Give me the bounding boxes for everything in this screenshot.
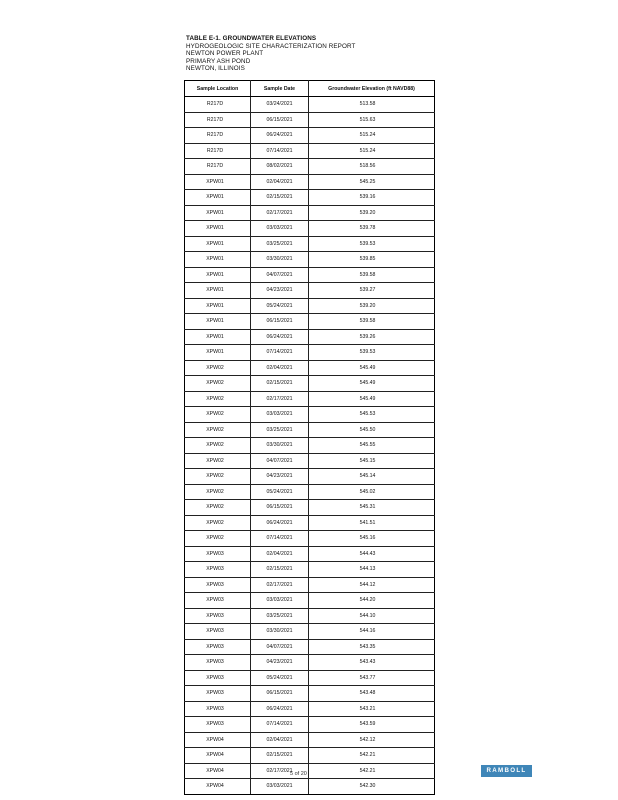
- cell-groundwater-elevation: 539.58: [309, 314, 435, 330]
- cell-sample-date: 02/04/2021: [251, 174, 309, 190]
- table-row: [185, 593, 435, 609]
- cell-groundwater-elevation: 515.63: [309, 112, 435, 128]
- cell-sample-location: R217D: [185, 143, 251, 159]
- table-row: [185, 531, 435, 547]
- table-row: [185, 500, 435, 516]
- cell-sample-location: XPW04: [185, 779, 251, 795]
- cell-sample-location: XPW03: [185, 717, 251, 733]
- cell-groundwater-elevation: 543.43: [309, 655, 435, 671]
- table-row: [185, 608, 435, 624]
- cell-sample-location: XPW04: [185, 732, 251, 748]
- cell-sample-date: 06/24/2021: [251, 128, 309, 144]
- cell-sample-location: XPW01: [185, 174, 251, 190]
- cell-groundwater-elevation: 545.49: [309, 376, 435, 392]
- cell-sample-location: XPW03: [185, 701, 251, 717]
- cell-sample-location: XPW03: [185, 593, 251, 609]
- table-row: [185, 717, 435, 733]
- cell-groundwater-elevation: 543.48: [309, 686, 435, 702]
- table-row: [185, 298, 435, 314]
- cell-sample-location: XPW01: [185, 314, 251, 330]
- table-row: [185, 174, 435, 190]
- cell-groundwater-elevation: 545.02: [309, 484, 435, 500]
- cell-sample-location: XPW01: [185, 267, 251, 283]
- table-row: [185, 360, 435, 376]
- cell-groundwater-elevation: 543.35: [309, 639, 435, 655]
- table-row: [185, 686, 435, 702]
- cell-sample-location: R217D: [185, 112, 251, 128]
- table-title: TABLE E-1. GROUNDWATER ELEVATIONS: [186, 35, 317, 42]
- cell-sample-date: 02/04/2021: [251, 546, 309, 562]
- cell-sample-date: 03/03/2021: [251, 593, 309, 609]
- cell-groundwater-elevation: 539.16: [309, 190, 435, 206]
- cell-groundwater-elevation: 541.51: [309, 515, 435, 531]
- cell-groundwater-elevation: 545.14: [309, 469, 435, 485]
- cell-sample-date: 03/03/2021: [251, 407, 309, 423]
- cell-sample-date: 03/30/2021: [251, 624, 309, 640]
- cell-sample-date: 07/14/2021: [251, 717, 309, 733]
- table-row: [185, 484, 435, 500]
- cell-groundwater-elevation: 544.20: [309, 593, 435, 609]
- cell-groundwater-elevation: 539.58: [309, 267, 435, 283]
- cell-sample-location: XPW01: [185, 298, 251, 314]
- table-row: [185, 345, 435, 361]
- table-row: [185, 624, 435, 640]
- table-row: [185, 314, 435, 330]
- cell-groundwater-elevation: 539.20: [309, 205, 435, 221]
- site-name: NEWTON POWER PLANT: [186, 50, 264, 58]
- cell-sample-location: XPW01: [185, 329, 251, 345]
- location-name: NEWTON, ILLINOIS: [186, 65, 245, 73]
- cell-groundwater-elevation: 545.25: [309, 174, 435, 190]
- cell-sample-date: 05/24/2021: [251, 298, 309, 314]
- cell-sample-location: XPW03: [185, 670, 251, 686]
- table-row: [185, 283, 435, 299]
- table-row: [185, 267, 435, 283]
- cell-groundwater-elevation: 544.13: [309, 562, 435, 578]
- cell-sample-location: XPW01: [185, 190, 251, 206]
- cell-groundwater-elevation: 543.21: [309, 701, 435, 717]
- cell-sample-location: XPW04: [185, 748, 251, 764]
- cell-sample-date: 08/02/2021: [251, 159, 309, 175]
- table-row: [185, 252, 435, 268]
- table-row: [185, 376, 435, 392]
- table-row: [185, 407, 435, 423]
- table-row: [185, 701, 435, 717]
- table-row: [185, 515, 435, 531]
- cell-sample-date: 06/15/2021: [251, 686, 309, 702]
- cell-sample-location: XPW03: [185, 624, 251, 640]
- table-row: [185, 221, 435, 237]
- ramboll-logo: RAMBOLL: [481, 765, 532, 777]
- table-row: [185, 236, 435, 252]
- cell-groundwater-elevation: 545.50: [309, 422, 435, 438]
- table-row: [185, 329, 435, 345]
- cell-groundwater-elevation: 518.56: [309, 159, 435, 175]
- cell-sample-date: 03/25/2021: [251, 608, 309, 624]
- cell-sample-date: 02/04/2021: [251, 360, 309, 376]
- cell-sample-date: 06/24/2021: [251, 329, 309, 345]
- cell-sample-location: XPW02: [185, 438, 251, 454]
- table-row: [185, 562, 435, 578]
- table-row: [185, 779, 435, 795]
- cell-sample-date: 02/15/2021: [251, 190, 309, 206]
- table-row: [185, 112, 435, 128]
- cell-sample-location: XPW03: [185, 577, 251, 593]
- cell-sample-location: XPW01: [185, 252, 251, 268]
- cell-groundwater-elevation: 542.21: [309, 748, 435, 764]
- groundwater-elevations-table: [184, 80, 435, 795]
- cell-groundwater-elevation: 539.53: [309, 345, 435, 361]
- table-body: [185, 97, 435, 795]
- table-row: [185, 748, 435, 764]
- cell-groundwater-elevation: 545.16: [309, 531, 435, 547]
- cell-sample-date: 04/07/2021: [251, 639, 309, 655]
- cell-groundwater-elevation: 544.16: [309, 624, 435, 640]
- table-row: [185, 732, 435, 748]
- cell-sample-location: XPW03: [185, 655, 251, 671]
- report-title: HYDROGEOLOGIC SITE CHARACTERIZATION REPORT: [186, 42, 356, 50]
- cell-sample-date: 02/15/2021: [251, 748, 309, 764]
- cell-sample-date: 03/30/2021: [251, 438, 309, 454]
- cell-sample-location: R217D: [185, 97, 251, 113]
- cell-sample-location: XPW03: [185, 608, 251, 624]
- table-row: [185, 190, 435, 206]
- cell-sample-date: 02/15/2021: [251, 376, 309, 392]
- cell-groundwater-elevation: 545.49: [309, 360, 435, 376]
- cell-sample-location: XPW03: [185, 639, 251, 655]
- cell-sample-date: 03/03/2021: [251, 779, 309, 795]
- column-header-groundwater-elevation: Groundwater Elevation (ft NAVD88): [309, 81, 435, 97]
- table-row: [185, 97, 435, 113]
- table-row: [185, 438, 435, 454]
- cell-groundwater-elevation: 542.30: [309, 779, 435, 795]
- cell-sample-location: XPW02: [185, 391, 251, 407]
- cell-sample-location: XPW02: [185, 422, 251, 438]
- cell-sample-location: R217D: [185, 159, 251, 175]
- cell-sample-location: XPW01: [185, 205, 251, 221]
- cell-sample-location: R217D: [185, 128, 251, 144]
- cell-sample-location: XPW03: [185, 686, 251, 702]
- cell-sample-date: 04/23/2021: [251, 283, 309, 299]
- cell-groundwater-elevation: 544.10: [309, 608, 435, 624]
- cell-groundwater-elevation: 544.43: [309, 546, 435, 562]
- cell-sample-location: XPW04: [185, 763, 251, 779]
- cell-sample-date: 02/17/2021: [251, 763, 309, 779]
- cell-sample-date: 07/14/2021: [251, 531, 309, 547]
- cell-groundwater-elevation: 539.53: [309, 236, 435, 252]
- table-row: [185, 128, 435, 144]
- cell-groundwater-elevation: 539.78: [309, 221, 435, 237]
- table-row: [185, 422, 435, 438]
- cell-sample-location: XPW01: [185, 221, 251, 237]
- cell-sample-date: 04/23/2021: [251, 655, 309, 671]
- table-row: [185, 763, 435, 779]
- cell-sample-location: XPW02: [185, 469, 251, 485]
- cell-groundwater-elevation: 545.55: [309, 438, 435, 454]
- table-row: [185, 391, 435, 407]
- table-row: [185, 205, 435, 221]
- cell-groundwater-elevation: 542.21: [309, 763, 435, 779]
- cell-sample-date: 02/17/2021: [251, 205, 309, 221]
- cell-sample-date: 03/25/2021: [251, 236, 309, 252]
- table-row: [185, 546, 435, 562]
- cell-groundwater-elevation: 545.15: [309, 453, 435, 469]
- cell-sample-location: XPW02: [185, 531, 251, 547]
- table-row: [185, 453, 435, 469]
- table-row: [185, 670, 435, 686]
- cell-groundwater-elevation: 542.12: [309, 732, 435, 748]
- cell-sample-date: 06/24/2021: [251, 515, 309, 531]
- table-header-block: [186, 35, 506, 73]
- cell-groundwater-elevation: 513.58: [309, 97, 435, 113]
- cell-sample-date: 04/23/2021: [251, 469, 309, 485]
- unit-name: PRIMARY ASH POND: [186, 57, 251, 65]
- cell-sample-date: 06/15/2021: [251, 112, 309, 128]
- cell-sample-location: XPW02: [185, 407, 251, 423]
- cell-sample-date: 04/07/2021: [251, 453, 309, 469]
- cell-sample-date: 03/03/2021: [251, 221, 309, 237]
- cell-sample-location: XPW02: [185, 360, 251, 376]
- cell-sample-date: 07/14/2021: [251, 143, 309, 159]
- cell-sample-date: 03/25/2021: [251, 422, 309, 438]
- cell-sample-date: 03/24/2021: [251, 97, 309, 113]
- cell-sample-location: XPW02: [185, 515, 251, 531]
- cell-groundwater-elevation: 515.24: [309, 143, 435, 159]
- cell-sample-date: 07/14/2021: [251, 345, 309, 361]
- table-row: [185, 655, 435, 671]
- table-row: [185, 577, 435, 593]
- column-header-sample-location: Sample Location: [185, 81, 251, 97]
- cell-sample-date: 02/17/2021: [251, 391, 309, 407]
- cell-sample-date: 05/24/2021: [251, 670, 309, 686]
- cell-sample-location: XPW02: [185, 500, 251, 516]
- cell-groundwater-elevation: 539.26: [309, 329, 435, 345]
- cell-groundwater-elevation: 543.77: [309, 670, 435, 686]
- cell-sample-location: XPW03: [185, 562, 251, 578]
- cell-groundwater-elevation: 539.20: [309, 298, 435, 314]
- cell-sample-date: 05/24/2021: [251, 484, 309, 500]
- cell-sample-date: 02/17/2021: [251, 577, 309, 593]
- table-header-row: [185, 81, 435, 97]
- cell-sample-date: 04/07/2021: [251, 267, 309, 283]
- cell-sample-date: 03/30/2021: [251, 252, 309, 268]
- cell-groundwater-elevation: 545.31: [309, 500, 435, 516]
- cell-sample-location: XPW01: [185, 236, 251, 252]
- cell-sample-date: 06/15/2021: [251, 500, 309, 516]
- table-row: [185, 469, 435, 485]
- cell-sample-location: XPW01: [185, 345, 251, 361]
- cell-groundwater-elevation: 539.85: [309, 252, 435, 268]
- cell-groundwater-elevation: 545.53: [309, 407, 435, 423]
- column-header-sample-date: Sample Date: [251, 81, 309, 97]
- cell-groundwater-elevation: 515.24: [309, 128, 435, 144]
- cell-sample-location: XPW02: [185, 484, 251, 500]
- table-row: [185, 143, 435, 159]
- cell-groundwater-elevation: 544.12: [309, 577, 435, 593]
- table-row: [185, 159, 435, 175]
- cell-sample-date: 02/04/2021: [251, 732, 309, 748]
- cell-sample-location: XPW01: [185, 283, 251, 299]
- cell-sample-location: XPW02: [185, 376, 251, 392]
- cell-sample-date: 06/24/2021: [251, 701, 309, 717]
- cell-groundwater-elevation: 545.49: [309, 391, 435, 407]
- cell-sample-location: XPW02: [185, 453, 251, 469]
- cell-sample-date: 06/15/2021: [251, 314, 309, 330]
- page-number: 5 of 20: [290, 771, 307, 777]
- cell-groundwater-elevation: 543.59: [309, 717, 435, 733]
- cell-sample-date: 02/15/2021: [251, 562, 309, 578]
- table-row: [185, 639, 435, 655]
- cell-sample-location: XPW03: [185, 546, 251, 562]
- cell-groundwater-elevation: 539.27: [309, 283, 435, 299]
